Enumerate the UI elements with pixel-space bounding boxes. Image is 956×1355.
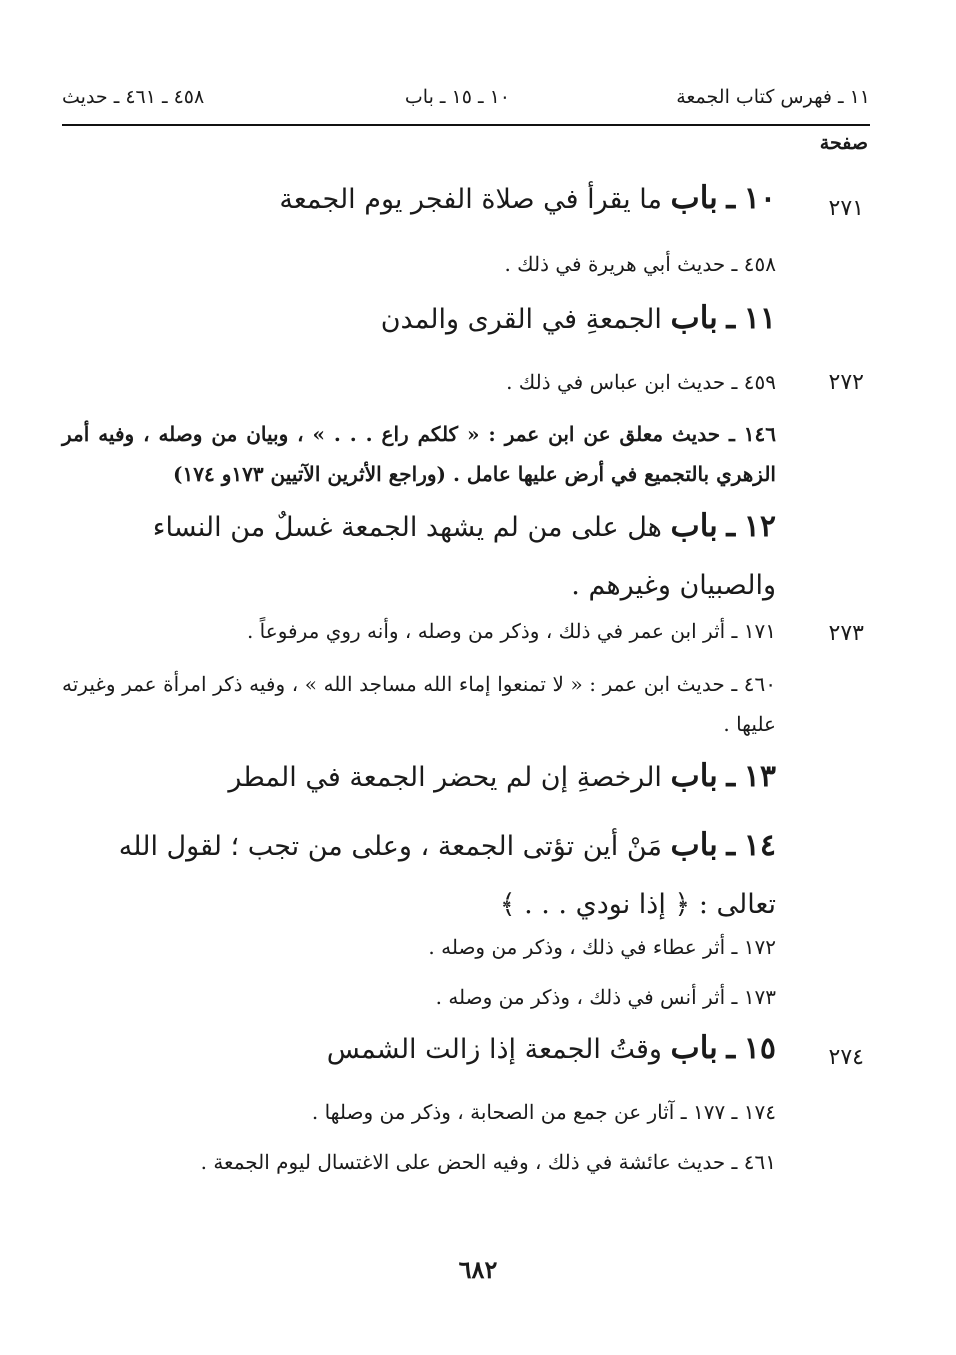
chapter-title: الرخصةِ إن لم يحضر الجمعة في المطر xyxy=(228,762,662,793)
chapter-heading xyxy=(228,758,776,794)
page-ref: ٢٧٤ xyxy=(828,1045,864,1070)
header-section-range: ١٠ ـ ١٥ ـ باب xyxy=(404,86,510,108)
index-entry: ٤٥٨ ـ حديث أبي هريرة في ذلك . xyxy=(504,252,776,276)
chapter-number: ١٠ xyxy=(743,181,776,216)
page-ref: ٢٧٣ xyxy=(828,621,864,646)
index-entry: ١٧٢ ـ أثر عطاء في ذلك ، وذكر من وصله . xyxy=(428,935,776,959)
page-ref: ٢٧١ xyxy=(828,196,864,221)
index-entry: ١٧٣ ـ أثر أنس في ذلك ، وذكر من وصله . xyxy=(435,985,776,1009)
chapter-dash: ـ xyxy=(726,301,736,336)
chapter-bab: باب xyxy=(670,1030,718,1066)
chapter-title: الجمعةِ في القرى والمدن xyxy=(380,304,662,335)
chapter-heading xyxy=(381,300,776,336)
chapter-bab: باب xyxy=(670,300,718,336)
chapter-number: ١١ xyxy=(743,301,776,336)
running-header xyxy=(62,86,870,120)
chapter-title: هل على من لم يشهد الجمعة غسلٌ من النساء والصبيان وغيرهم . xyxy=(152,512,776,601)
chapter-bab: باب xyxy=(670,758,718,794)
chapter-dash: ـ xyxy=(726,509,736,544)
index-entry: ٤٥٩ ـ حديث ابن عباس في ذلك . xyxy=(506,370,776,394)
index-entry: ١٧١ ـ أثر ابن عمر في ذلك ، وذكر من وصله ، وأنه روي مرفوعاً . xyxy=(246,619,776,643)
chapter-heading xyxy=(62,816,776,934)
page-ref: ٢٧٢ xyxy=(828,370,864,395)
page-column-label: صفحة xyxy=(819,132,868,154)
chapter-dash: ـ xyxy=(726,1031,736,1066)
chapter-heading xyxy=(327,1030,776,1066)
chapter-dash: ـ xyxy=(726,759,736,794)
chapter-heading xyxy=(62,497,776,615)
chapter-bab: باب xyxy=(670,508,718,544)
header-hadith-range: ٤٥٨ ـ ٤٦١ ـ حديث xyxy=(62,86,205,108)
chapter-number: ١٥ xyxy=(743,1031,776,1066)
chapter-dash: ـ xyxy=(726,181,736,216)
chapter-bab: باب xyxy=(670,827,718,863)
index-entry: ١٧٤ ـ ١٧٧ ـ آثار عن جمع من الصحابة ، وذكر من وصلها . xyxy=(311,1100,776,1124)
chapter-dash: ـ xyxy=(726,828,736,863)
chapter-number: ١٤ xyxy=(743,828,776,863)
header-rule xyxy=(62,124,870,126)
page-number: ٦٨٢ xyxy=(458,1255,498,1284)
chapter-number: ١٢ xyxy=(743,509,776,544)
chapter-title: ما يقرأ في صلاة الفجر يوم الجمعة xyxy=(279,184,662,215)
chapter-number: ١٣ xyxy=(743,759,776,794)
index-entry: ٤٦٠ ـ حديث ابن عمر : « لا تمنعوا إماء الله مساجد الله » ، وفيه ذكر امرأة عمر وغيرته عليها . xyxy=(62,672,777,736)
index-entry: ١٤٦ ـ حديث معلق عن ابن عمر : « كلكم راع . . . » ، وبيان من وصله ، وفيه أمر الزهري بالتجميع في أرض عليها عامل . (وراجع الأثرين الآتيين ١٧٣و ١٧٤) xyxy=(62,422,776,486)
chapter-heading xyxy=(279,180,776,216)
header-chapter-title: ١١ ـ فهرس كتاب الجمعة xyxy=(676,86,870,108)
chapter-bab: باب xyxy=(670,180,718,216)
chapter-title: وقتُ الجمعة إذا زالت الشمس xyxy=(326,1034,662,1065)
index-entry: ٤٦١ ـ حديث عائشة في ذلك ، وفيه الحض على الاغتسال ليوم الجمعة . xyxy=(200,1150,776,1174)
chapter-title: مَنْ أين تؤتى الجمعة ، وعلى من تجب ؛ لقول الله تعالى : ﴿ إذا نودي . . . ﴾ xyxy=(118,831,776,920)
